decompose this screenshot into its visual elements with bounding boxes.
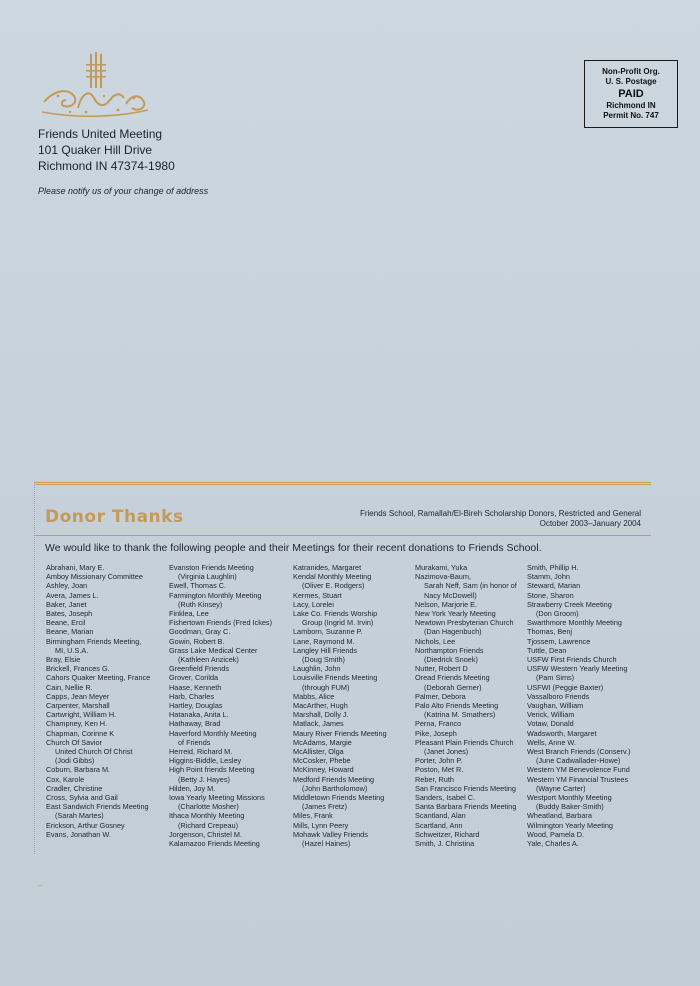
donor-entry: Cain, Nellie R. bbox=[46, 682, 93, 692]
donor-entry: Verick, William bbox=[527, 710, 575, 720]
donor-entry: Ashley, Joan bbox=[46, 581, 88, 591]
donor-entry: Kermes, Stuart bbox=[293, 590, 342, 600]
donor-entry: Stamm, John bbox=[527, 572, 570, 582]
donor-column-5 bbox=[527, 563, 631, 848]
donor-entry: Pleasant Plain Friends Church bbox=[415, 737, 514, 747]
donor-entry: (through FUM) bbox=[302, 682, 350, 692]
donor-entry: Sanders, Isabel C. bbox=[415, 793, 476, 803]
donor-entry: Steward, Marian bbox=[527, 581, 581, 591]
donor-entry: Nutter, Robert D bbox=[415, 664, 468, 674]
donor-entry: Champney, Ken H. bbox=[46, 719, 108, 729]
donor-entry: Porter, John P. bbox=[415, 756, 463, 766]
donor-entry: Nichols, Lee bbox=[415, 636, 456, 646]
indicia-line: Richmond IN bbox=[606, 101, 656, 110]
donor-entry: Beane, Ercil bbox=[46, 618, 86, 628]
donor-entry: Ewell, Thomas C. bbox=[169, 581, 227, 591]
donor-entry: Evanston Friends Meeting bbox=[169, 563, 254, 572]
donor-entry: (Janet Jones) bbox=[424, 747, 469, 757]
school-scholarship-line bbox=[360, 509, 641, 529]
donor-entry: (Doug Smith) bbox=[302, 655, 345, 665]
donor-entry: Hilden, Joy M. bbox=[169, 783, 216, 793]
return-address-line: Friends United Meeting bbox=[38, 127, 163, 141]
donor-entry: Coburn, Barbara M. bbox=[46, 765, 111, 775]
donor-entry: Greenfield Friends bbox=[169, 664, 230, 674]
donor-column-2 bbox=[169, 563, 272, 848]
donor-entry: Harb, Charles bbox=[169, 691, 215, 701]
donor-entry: (Wayne Carter) bbox=[536, 783, 586, 793]
donor-entry: Wheatland, Barbara bbox=[527, 811, 592, 821]
indicia-line: Permit No. 747 bbox=[603, 111, 659, 120]
indicia-line: Non-Profit Org. bbox=[602, 67, 660, 76]
donor-entry: (Richard Crepeau) bbox=[178, 820, 239, 830]
donor-entry: Lake Co. Friends Worship bbox=[293, 609, 378, 619]
donor-entry: Nelson, Marjorie E. bbox=[415, 599, 478, 609]
donor-entry: West Branch Friends (Conserv.) bbox=[527, 747, 631, 757]
donor-entry: USFW Western Yearly Meeting bbox=[527, 664, 628, 674]
donor-entry: Group (Ingrid M. Irvin) bbox=[302, 618, 374, 628]
donor-entry: Westport Monthly Meeting bbox=[527, 793, 612, 803]
donor-entry: Smith, J. Christina bbox=[415, 839, 475, 849]
donor-entry: Cahors Quaker Meeting, France bbox=[46, 673, 151, 683]
donor-entry: (Charlotte Mosher) bbox=[178, 802, 239, 812]
donor-entry: Strawberry Creek Meeting bbox=[527, 599, 612, 609]
donor-entry: Erickson, Arthur Gosney bbox=[46, 820, 125, 830]
donor-entry: Cox, Karole bbox=[46, 774, 85, 784]
donor-entry: (Pam Sims) bbox=[536, 673, 575, 683]
return-address bbox=[38, 126, 175, 174]
donor-entry: Carpenter, Marshall bbox=[46, 701, 110, 711]
donor-entry: Palmer, Debora bbox=[415, 691, 466, 701]
donor-entry: Lane, Raymond M. bbox=[293, 636, 355, 646]
donor-entry: Wadsworth, Margaret bbox=[527, 728, 597, 738]
donor-entry: Katranides, Margaret bbox=[293, 563, 362, 572]
postage-indicia bbox=[584, 60, 678, 128]
donor-entry: (Virginia Laughlin) bbox=[178, 572, 237, 582]
donor-entry: Scantland, Alan bbox=[415, 811, 466, 821]
donor-entry: East Sandwich Friends Meeting bbox=[46, 802, 149, 812]
donor-entry: (James Fretz) bbox=[302, 802, 347, 812]
donor-entry: Bray, Elsie bbox=[46, 655, 81, 665]
donor-entry: Nacy McDowell) bbox=[424, 590, 477, 600]
donor-entry: Votaw, Donald bbox=[527, 719, 574, 729]
donor-entry: Yale, Charles A. bbox=[527, 839, 579, 849]
donor-entry: San Francisco Friends Meeting bbox=[415, 783, 516, 793]
donor-entry: Laughlin, John bbox=[293, 664, 341, 674]
donor-entry: (Don Groom) bbox=[536, 609, 579, 619]
donor-entry: Church Of Savior bbox=[46, 737, 102, 747]
donor-entry: Jorgenson, Christel M. bbox=[169, 829, 242, 839]
donor-entry: Evans, Jonathan W. bbox=[46, 829, 111, 839]
donor-entry: (John Bartholomow) bbox=[302, 783, 368, 793]
donor-column-4 bbox=[415, 563, 517, 848]
donor-entry: Western YM Financial Trustees bbox=[527, 774, 629, 784]
donor-entry: Tjossem, Lawrence bbox=[527, 636, 591, 646]
donor-entry: Thomas, Benj bbox=[527, 627, 573, 637]
donor-entry: Smith, Phillip H. bbox=[527, 563, 579, 572]
donor-entry: New York Yearly Meeting bbox=[415, 609, 496, 619]
printer-mark: ~ bbox=[38, 883, 43, 890]
donor-entry: Vassalboro Friends bbox=[527, 691, 590, 701]
donor-entry: (Buddy Baker-Smith) bbox=[536, 802, 604, 812]
donor-entry: Goodman, Gray C. bbox=[169, 627, 231, 637]
donor-entry: Chapman, Corinne K bbox=[46, 728, 115, 738]
donor-entry: Hathaway, Brad bbox=[169, 719, 221, 729]
donor-entry: Avera, James L. bbox=[46, 590, 99, 600]
donor-entry: Northampton Friends bbox=[415, 645, 484, 655]
donor-entry: (Katrina M. Smathers) bbox=[424, 710, 496, 720]
donor-entry: MacArther, Hugh bbox=[293, 701, 348, 711]
donor-entry: Gowin, Robert B. bbox=[169, 636, 225, 646]
donor-entry: Wood, Pamela D. bbox=[527, 829, 585, 839]
donor-entry: Schweitzer, Richard bbox=[415, 829, 480, 839]
donor-entry: Iowa Yearly Meeting Missions bbox=[169, 793, 265, 803]
donor-entry: Mills, Lynn Peery bbox=[293, 820, 349, 830]
donor-entry: Newtown Presbyterian Church bbox=[415, 618, 514, 628]
fum-logo-icon bbox=[34, 52, 154, 120]
donor-entry: Grass Lake Medical Center bbox=[169, 645, 258, 655]
donor-entry: Cradler, Christine bbox=[46, 783, 103, 793]
donor-entry: Pike, Joseph bbox=[415, 728, 457, 738]
donor-entry: (Deborah Gerner) bbox=[424, 682, 482, 692]
donor-entry: Matlack, James bbox=[293, 719, 344, 729]
donor-entry: Bates, Joseph bbox=[46, 609, 93, 619]
thanks-statement: We would like to thank the following people and their Meetings for their recent donations to Friends School. bbox=[45, 542, 542, 554]
donor-entry: Langley Hill Friends bbox=[293, 645, 358, 655]
donor-entry: McAllister, Olga bbox=[293, 747, 344, 757]
donor-entry: Oread Friends Meeting bbox=[415, 673, 490, 683]
donor-thanks-panel bbox=[34, 482, 651, 854]
donor-entry: Haverford Monthly Meeting bbox=[169, 728, 257, 738]
donor-entry: Sarah Neff, Sam (in honor of bbox=[424, 581, 517, 591]
donor-entry: Medford Friends Meeting bbox=[293, 774, 375, 784]
donor-entry: Tuttle, Dean bbox=[527, 645, 567, 655]
donor-entry: Kendal Monthly Meeting bbox=[293, 572, 372, 582]
donor-entry: Maury River Friends Meeting bbox=[293, 728, 387, 738]
donor-entry: Poston, Met R. bbox=[415, 765, 464, 775]
donor-entry: Western YM Benevolence Fund bbox=[527, 765, 630, 775]
donor-entry: Beane, Marian bbox=[46, 627, 94, 637]
donor-entry: MI, U.S.A. bbox=[55, 645, 89, 655]
donor-entry: Lamborn, Suzanne P. bbox=[293, 627, 363, 637]
donor-entry: McCosker, Phebe bbox=[293, 756, 351, 766]
donor-entry: High Point friends Meeting bbox=[169, 765, 255, 775]
donor-entry: Wilmington Yearly Meeting bbox=[527, 820, 613, 830]
donor-entry: Mabbs, Alice bbox=[293, 691, 335, 701]
donor-entry: Fishertown Friends (Fred Ickes) bbox=[169, 618, 272, 628]
donor-entry: Ithaca Monthly Meeting bbox=[169, 811, 245, 821]
donor-entry: Hartley, Douglas bbox=[169, 701, 223, 711]
return-address-line: Richmond IN 47374-1980 bbox=[38, 159, 175, 173]
school-line-1: Friends School, Ramallah/El-Bireh Scholarship Donors, Restricted and General bbox=[359, 509, 641, 518]
donor-entry: Kalamazoo Friends Meeting bbox=[169, 839, 260, 849]
donor-entry: Hatanaka, Anita L. bbox=[169, 710, 229, 720]
donor-entry: Amboy Missionary Committee bbox=[46, 572, 143, 582]
donor-entry: Cross, Sylvia and Gail bbox=[46, 793, 118, 803]
donor-entry: Brickell, Frances G. bbox=[46, 664, 110, 674]
donor-entry: (Jodi Gibbs) bbox=[55, 756, 95, 766]
donor-entry: Perna, Franco bbox=[415, 719, 462, 729]
donor-entry: Wells, Anne W. bbox=[527, 737, 576, 747]
donor-entry: Louisville Friends Meeting bbox=[293, 673, 378, 683]
donor-entry: (Diedrick Snoek) bbox=[424, 655, 478, 665]
donor-entry: (Hazel Haines) bbox=[302, 839, 351, 849]
donor-entry: Birmingham Friends Meeting, bbox=[46, 636, 142, 646]
donor-entry: Lacy, Lorelei bbox=[293, 599, 334, 609]
donor-entry: Farmington Monthly Meeting bbox=[169, 590, 262, 600]
donor-entry: Palo Alto Friends Meeting bbox=[415, 701, 499, 711]
donor-entry: McKinney, Howard bbox=[293, 765, 354, 775]
donor-entry: (June Cadwallader-Howe) bbox=[536, 756, 621, 766]
panel-divider bbox=[35, 535, 651, 536]
donor-entry: USFW First Friends Church bbox=[527, 655, 617, 665]
donor-entry: McAdams, Margie bbox=[293, 737, 352, 747]
donor-entry: Haase, Kenneth bbox=[169, 682, 222, 692]
donor-entry: (Oliver E. Rodgers) bbox=[302, 581, 365, 591]
indicia-line: U. S. Postage bbox=[605, 77, 657, 86]
donor-column-3 bbox=[293, 563, 387, 848]
donor-entry: Marshall, Dolly J. bbox=[293, 710, 349, 720]
donor-entry: Miles, Frank bbox=[293, 811, 333, 821]
donor-entry: USFWI (Peggie Baxter) bbox=[527, 682, 604, 692]
donor-entry: Grover, Corilda bbox=[169, 673, 219, 683]
donor-entry: Reber, Ruth bbox=[415, 774, 454, 784]
donor-entry: Capps, Jean Meyer bbox=[46, 691, 110, 701]
donor-thanks-title: Donor Thanks bbox=[45, 507, 184, 527]
donor-entry: (Kathleen Anzicek) bbox=[178, 655, 239, 665]
donor-entry: Cartwright, William H. bbox=[46, 710, 117, 720]
school-line-2: October 2003–January 2004 bbox=[539, 519, 641, 528]
donor-entry: Mohawk Valley Friends bbox=[293, 829, 368, 839]
donor-entry: Herreid, Richard M. bbox=[169, 747, 233, 757]
donor-entry: Abrahani, Mary E. bbox=[46, 563, 105, 572]
donor-entry: (Dan Hagenbuch) bbox=[424, 627, 482, 637]
donor-entry: Higgins-Biddle, Lesley bbox=[169, 756, 242, 766]
donor-entry: Scartland, Ann bbox=[415, 820, 463, 830]
donor-entry: Swarthmore Monthly Meeting bbox=[527, 618, 622, 628]
change-of-address-note: Please notify us of your change of address bbox=[38, 186, 209, 196]
donor-entry: Middletown Friends Meeting bbox=[293, 793, 385, 803]
donor-entry: Nazimova-Baum, bbox=[415, 572, 471, 582]
donor-column-1 bbox=[46, 563, 150, 839]
donor-entry: Santa Barbara Friends Meeting bbox=[415, 802, 517, 812]
donor-entry: (Ruth Kinsey) bbox=[178, 599, 223, 609]
donor-entry: Vaughan, William bbox=[527, 701, 584, 711]
indicia-paid: PAID bbox=[618, 88, 644, 100]
donor-entry: United Church Of Christ bbox=[55, 747, 133, 757]
donor-entry: of Friends bbox=[178, 737, 211, 747]
return-address-line: 101 Quaker Hill Drive bbox=[38, 143, 153, 157]
donor-entry: (Sarah Martes) bbox=[55, 811, 104, 821]
donor-entry: (Betty J. Hayes) bbox=[178, 774, 230, 784]
donor-entry: Finklea, Lee bbox=[169, 609, 209, 619]
donor-entry: Baker, Janet bbox=[46, 599, 87, 609]
donor-entry: Stone, Sharon bbox=[527, 590, 574, 600]
donor-entry: Murakami, Yuka bbox=[415, 563, 468, 572]
